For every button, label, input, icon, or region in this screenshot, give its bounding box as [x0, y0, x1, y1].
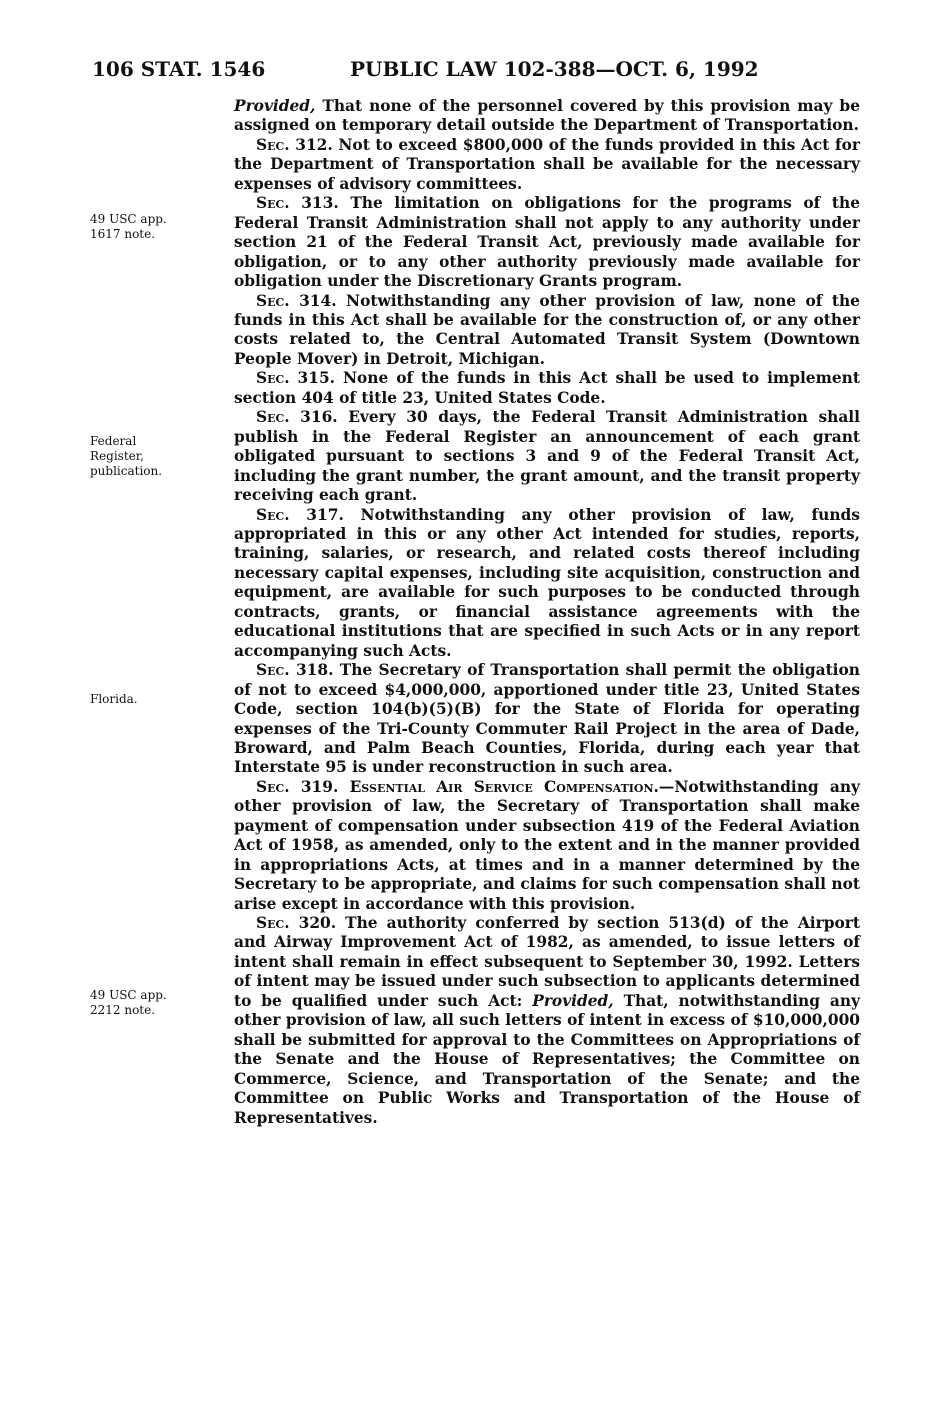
section-heading: Essential Air Service Compensation.: [338, 777, 659, 796]
section-text: None of the funds in this Act shall be used to implement section 404 of title 23, United States Code.: [234, 369, 860, 407]
section-text: —Notwithstanding any other provision of law, the Secretary of Transportation shall make payment of compensation under subsection 419 of the Federal Aviation Act of 1958, as amended, only to the extent and in the manner provided in appropriations Acts, at times and in a manner determined by the Secretary to be appropriate, and claims for such compensation shall not arise except in accordance with this provision.: [234, 777, 860, 913]
margin-note-line: 2212 note.: [90, 1003, 156, 1017]
section-label: Sec. 314.: [256, 291, 337, 310]
section-label: Sec. 313.: [256, 194, 339, 213]
margin-note-line: publication.: [90, 464, 163, 478]
provided-word: Provided,: [532, 991, 614, 1010]
margin-note-line: Register,: [90, 449, 144, 463]
margin-note-line: 49 USC app.: [90, 212, 167, 226]
margin-note-320: [90, 988, 210, 1018]
section-text: Notwithstanding any other provision of law, none of the funds in this Act shall be available for the construction of, or any other costs related to, the Central Automated Transit System (Downtown People Mover) in Detroit, Michigan.: [234, 291, 860, 368]
section-318: [234, 661, 860, 778]
margin-note-318: [90, 692, 210, 707]
margin-note-line: Florida.: [90, 692, 138, 706]
section-313: [234, 194, 860, 291]
section-317: [234, 506, 860, 662]
section-label: Sec. 320.: [256, 914, 337, 933]
margin-note-316: [90, 434, 210, 479]
section-label: Sec. 317.: [256, 505, 344, 524]
section-316: [234, 408, 860, 505]
paragraph-provided: [234, 97, 860, 136]
margin-note-313: [90, 212, 210, 242]
provided-text: That none of the personnel covered by this provision may be assigned on temporary detail outside the Department of Transportation.: [234, 97, 860, 135]
section-312: [234, 136, 860, 194]
section-label: Sec. 315.: [256, 369, 336, 388]
section-text: The Secretary of Transportation shall permit the obligation of not to exceed $4,000,000, apportioned under title 23, United States Code, section 104(b)(5)(B) for the State of Florida for operating expenses of the Tri-County Commuter Rail Project in the area of Dade, Broward, and Palm Beach Counties, Florida, during each year that Interstate 95 is under reconstruction in such area.: [234, 661, 860, 777]
margin-note-line: 1617 note.: [90, 227, 156, 241]
section-text: The limitation on obligations for the programs of the Federal Transit Administration shall not apply to any authority under section 21 of the Federal Transit Act, previously made available for obligation, or to any other authority previously made available for obligation under the Discretionary Grants program.: [234, 194, 860, 291]
body-text: [234, 97, 860, 1128]
section-319: [234, 778, 860, 914]
section-text: That, notwithstanding any other provision of law, all such letters of intent in excess of $10,000,000 shall be submitted for approval to the Committees on Appropriations of the Senate and the House of Representatives; the Committee on Commerce, Science, and Transportation of the Senate; and the Committee on Public Works and Transportation of the House of Representatives.: [234, 991, 861, 1127]
provided-word: Provided,: [234, 97, 316, 115]
section-label: Sec. 316.: [256, 408, 338, 427]
page-header: [92, 54, 862, 84]
section-label: Sec. 318.: [256, 661, 334, 680]
statute-page-number: 106 STAT. 1546: [92, 57, 266, 81]
section-label: Sec. 319.: [256, 777, 339, 796]
section-label: Sec. 312.: [256, 135, 333, 154]
section-text: Not to exceed $800,000 of the funds provided in this Act for the Department of Transportation shall be available for the necessary expenses of advisory committees.: [234, 135, 860, 193]
public-law-citation: PUBLIC LAW 102-388—OCT. 6, 1992: [350, 57, 759, 81]
section-320: [234, 914, 860, 1128]
section-text: Notwithstanding any other provision of law, funds appropriated in this or any other Act intended for studies, reports, training, salaries, or research, and related costs thereof including necessary capital expenses, including site acquisition, construction and equipment, are available for such purposes to be conducted through contracts, grants, or financial assistance agreements with the educational institutions that are specified in such Acts or in any report accompanying such Acts.: [234, 505, 860, 660]
section-315: [234, 369, 860, 408]
section-text: The authority conferred by section 513(d) of the Airport and Airway Improvement Act of 1982, as amended, to issue letters of intent shall remain in effect subsequent to September 30, 1992. Letters of intent may be issued under such subsection to applicants determined to be qualified under such Act:: [234, 914, 860, 1010]
section-314: [234, 292, 860, 370]
margin-note-line: 49 USC app.: [90, 988, 167, 1002]
section-text: Every 30 days, the Federal Transit Administration shall publish in the Federal Register an announcement of each grant obligated pursuant to sections 3 and 9 of the Federal Transit Act, including the grant number, the grant amount, and the transit property receiving each grant.: [234, 408, 860, 505]
margin-note-line: Federal: [90, 434, 137, 448]
